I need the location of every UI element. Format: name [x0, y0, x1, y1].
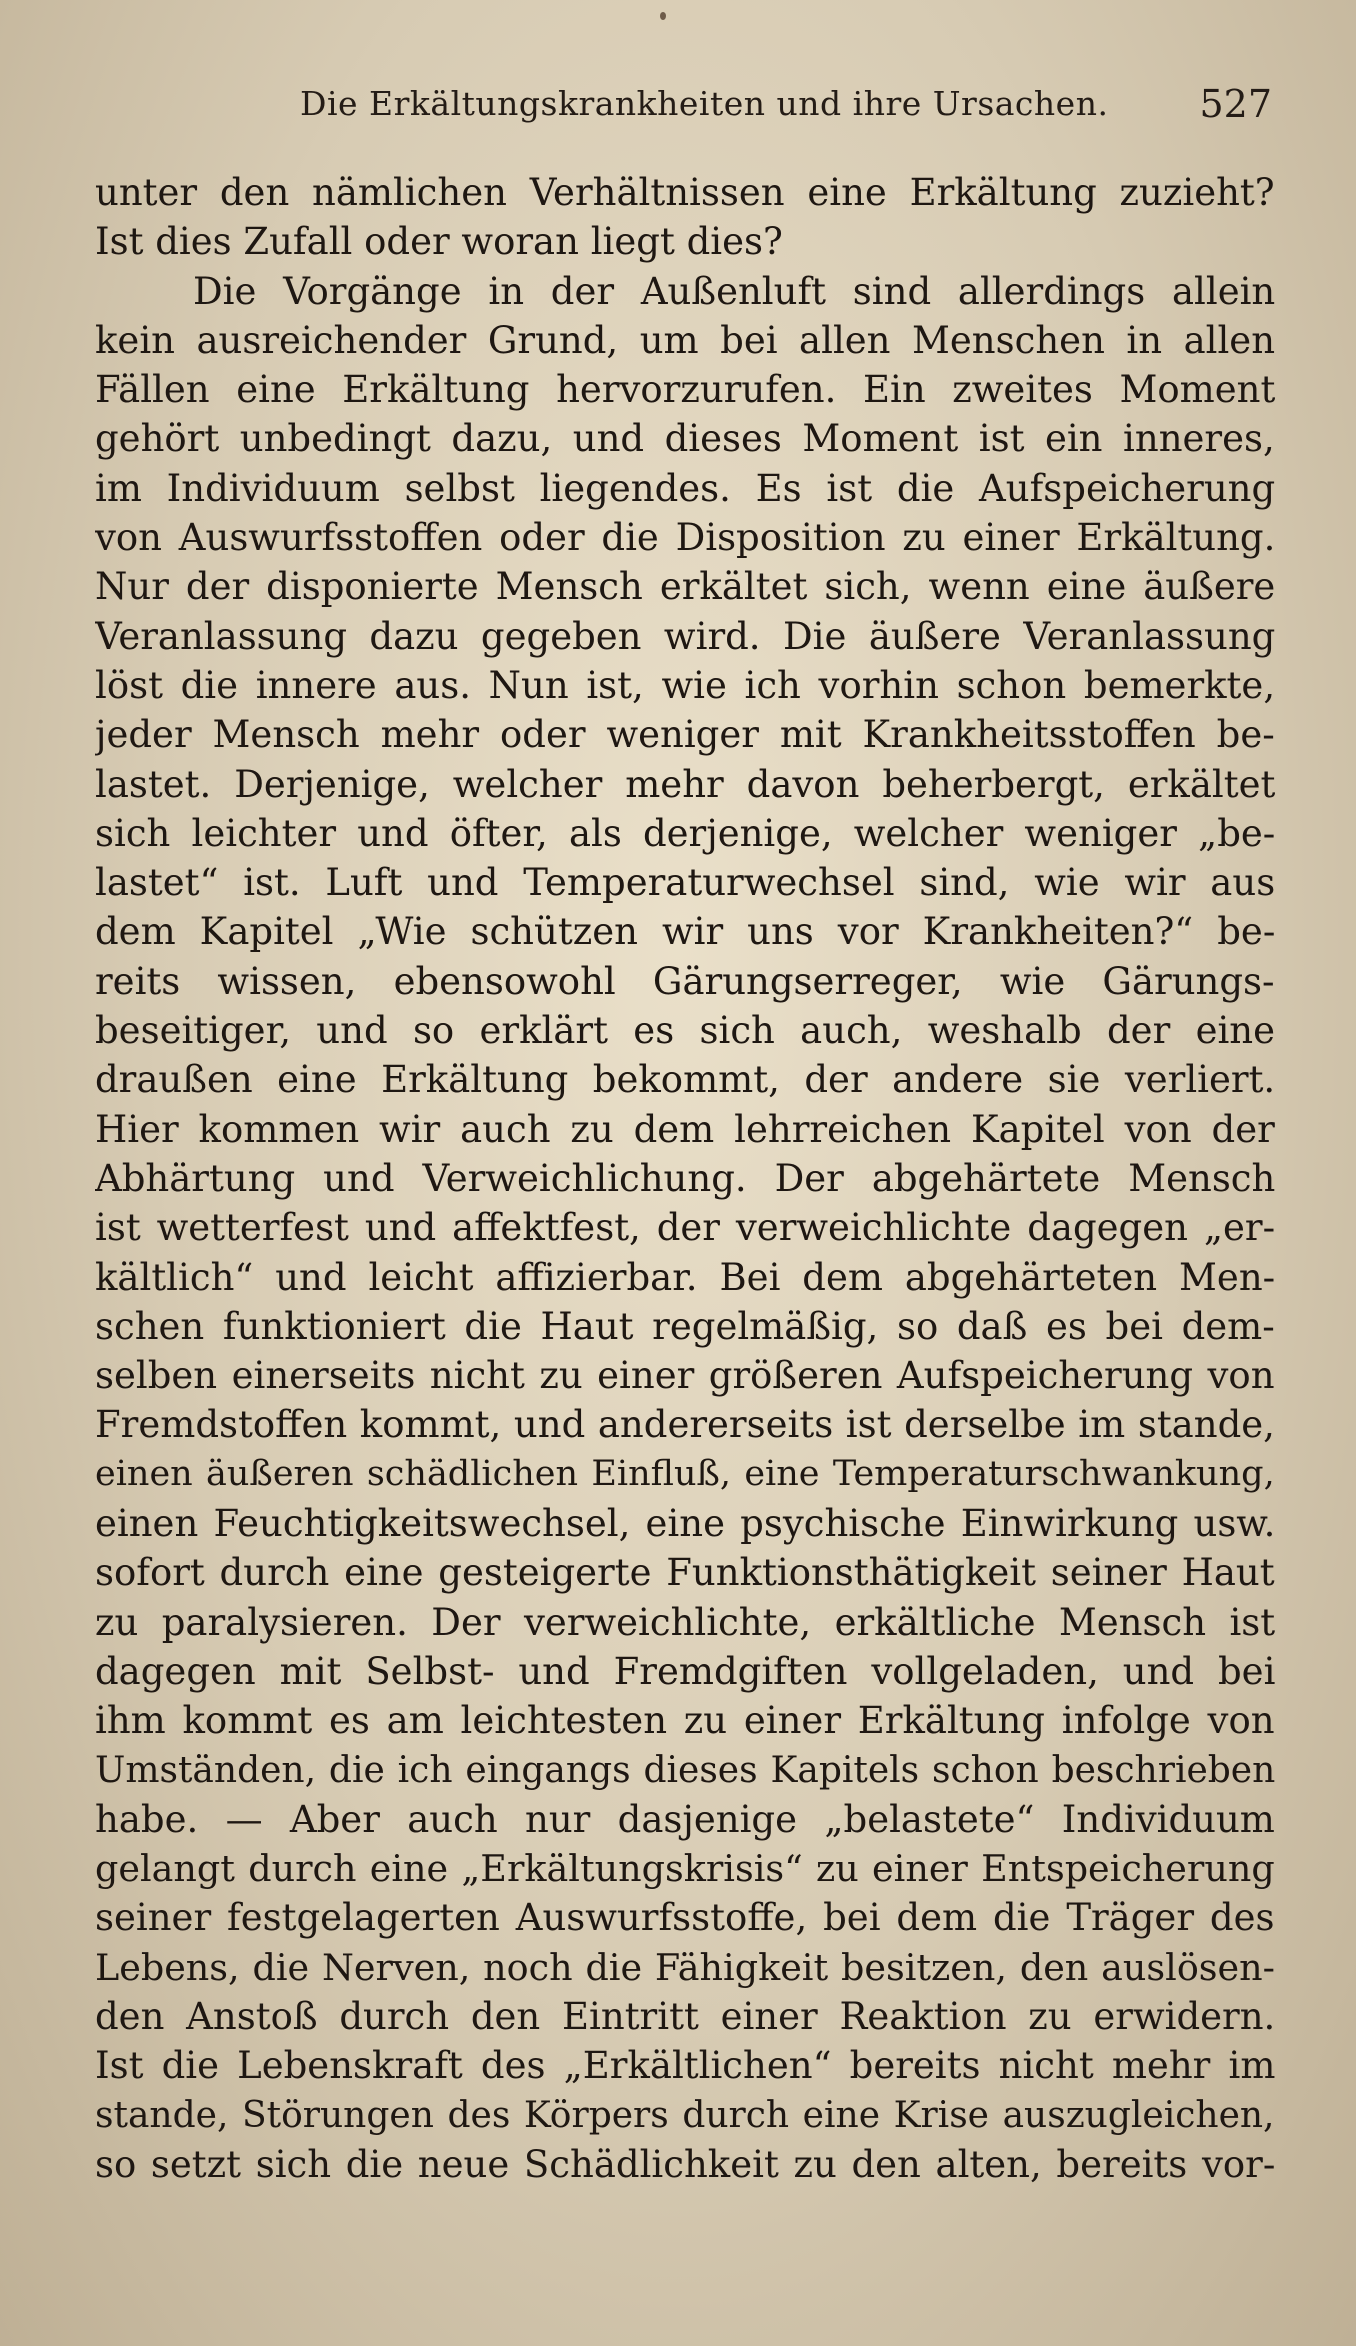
text-line: habe. — Aber auch nur dasjenige „belastete“ Individuum [95, 1797, 1275, 1841]
text-line: sich leichter und öfter, als derjenige, welcher weniger „be- [95, 811, 1275, 855]
text-line: lastet“ ist. Luft und Temperaturwechsel sind, wie wir aus [95, 861, 1275, 905]
text-line: einen Feuchtigkeitswechsel, eine psychische Einwirkung usw. [95, 1502, 1275, 1546]
text-line: unter den nämlichen Verhältnissen eine Erkältung zuzieht? [95, 171, 1275, 214]
text-line: Fällen eine Erkältung hervorzurufen. Ein zweites Moment [95, 368, 1275, 412]
text-line: gelangt durch eine „Erkältungskrisis“ zu einer Entspeicherung [95, 1847, 1275, 1891]
text-line: Die Vorgänge in der Außenluft sind allerdings allein [193, 269, 1275, 313]
text-line: reits wissen, ebensowohl Gärungserreger, wie Gärungs- [95, 959, 1275, 1003]
text-line: lastet. Derjenige, welcher mehr davon beherbergt, erkältet [95, 762, 1275, 806]
text-line: Lebens, die Nerven, noch die Fähigkeit besitzen, den auslösen- [95, 1945, 1275, 1989]
ink-speck [660, 12, 666, 20]
text-line: Abhärtung und Verweichlichung. Der abgehärtete Mensch [95, 1156, 1275, 1200]
text-line: Nur der disponierte Mensch erkältet sich, wenn eine äußere [95, 565, 1275, 609]
text-line: den Anstoß durch den Eintritt einer Reaktion zu erwidern. [95, 1994, 1275, 2038]
text-line: so setzt sich die neue Schädlichkeit zu den alten, bereits vor- [95, 2142, 1275, 2186]
page-number: 527 [1199, 82, 1272, 126]
text-line: Ist die Lebenskraft des „Erkältlichen“ bereits nicht mehr im [95, 2044, 1275, 2088]
text-line: löst die innere aus. Nun ist, wie ich vorhin schon bemerkte, [95, 663, 1275, 707]
body-text [95, 168, 1275, 2189]
text-line: zu paralysieren. Der verweichlichte, erkältliche Mensch ist [95, 1600, 1275, 1644]
text-line: stande, Störungen des Körpers durch eine Krise auszugleichen, [95, 2094, 1275, 2136]
text-line: schen funktioniert die Haut regelmäßig, so daß es bei dem- [95, 1304, 1275, 1348]
text-line: ist wetterfest und affektfest, der verweichlichte dagegen „er- [95, 1206, 1275, 1250]
text-line: selben einerseits nicht zu einer größeren Aufspeicherung von [95, 1354, 1275, 1398]
text-line: dagegen mit Selbst- und Fremdgiften vollgeladen, und bei [95, 1649, 1275, 1693]
text-line: einen äußeren schädlichen Einfluß, eine Temperaturschwankung, [95, 1453, 1275, 1494]
page-header [300, 84, 1280, 134]
running-title: Die Erkältungskrankheiten und ihre Ursachen. [300, 84, 1109, 123]
text-line: im Individuum selbst liegendes. Es ist die Aufspeicherung [95, 466, 1275, 510]
text-line: seiner festgelagerten Auswurfsstoffe, bei dem die Träger des [95, 1896, 1275, 1940]
text-line: Ist dies Zufall oder woran liegt dies? [95, 220, 783, 264]
text-line: gehört unbedingt dazu, und dieses Moment ist ein inneres, [95, 417, 1275, 461]
text-line: dem Kapitel „Wie schützen wir uns vor Krankheiten?“ be- [95, 910, 1275, 954]
text-line: draußen eine Erkältung bekommt, der andere sie verliert. [95, 1058, 1275, 1102]
text-line: kältlich“ und leicht affizierbar. Bei dem abgehärteten Men- [95, 1255, 1275, 1299]
text-line: Umständen, die ich eingangs dieses Kapitels schon beschrieben [95, 1749, 1275, 1791]
text-line: sofort durch eine gesteigerte Funktionsthätigkeit seiner Haut [95, 1551, 1275, 1595]
text-line: von Auswurfsstoffen oder die Disposition zu einer Erkältung. [95, 516, 1275, 560]
text-line: Fremdstoffen kommt, und andererseits ist derselbe im stande, [95, 1403, 1275, 1447]
text-line: Hier kommen wir auch zu dem lehrreichen Kapitel von der [95, 1107, 1275, 1151]
text-line: Veranlassung dazu gegeben wird. Die äußere Veranlassung [95, 614, 1275, 658]
text-line: kein ausreichender Grund, um bei allen Menschen in allen [95, 318, 1275, 362]
text-line: beseitiger, und so erklärt es sich auch, weshalb der eine [95, 1009, 1275, 1053]
text-line: ihm kommt es am leichtesten zu einer Erkältung infolge von [95, 1699, 1275, 1743]
text-line: jeder Mensch mehr oder weniger mit Krankheitsstoffen be- [95, 713, 1275, 757]
